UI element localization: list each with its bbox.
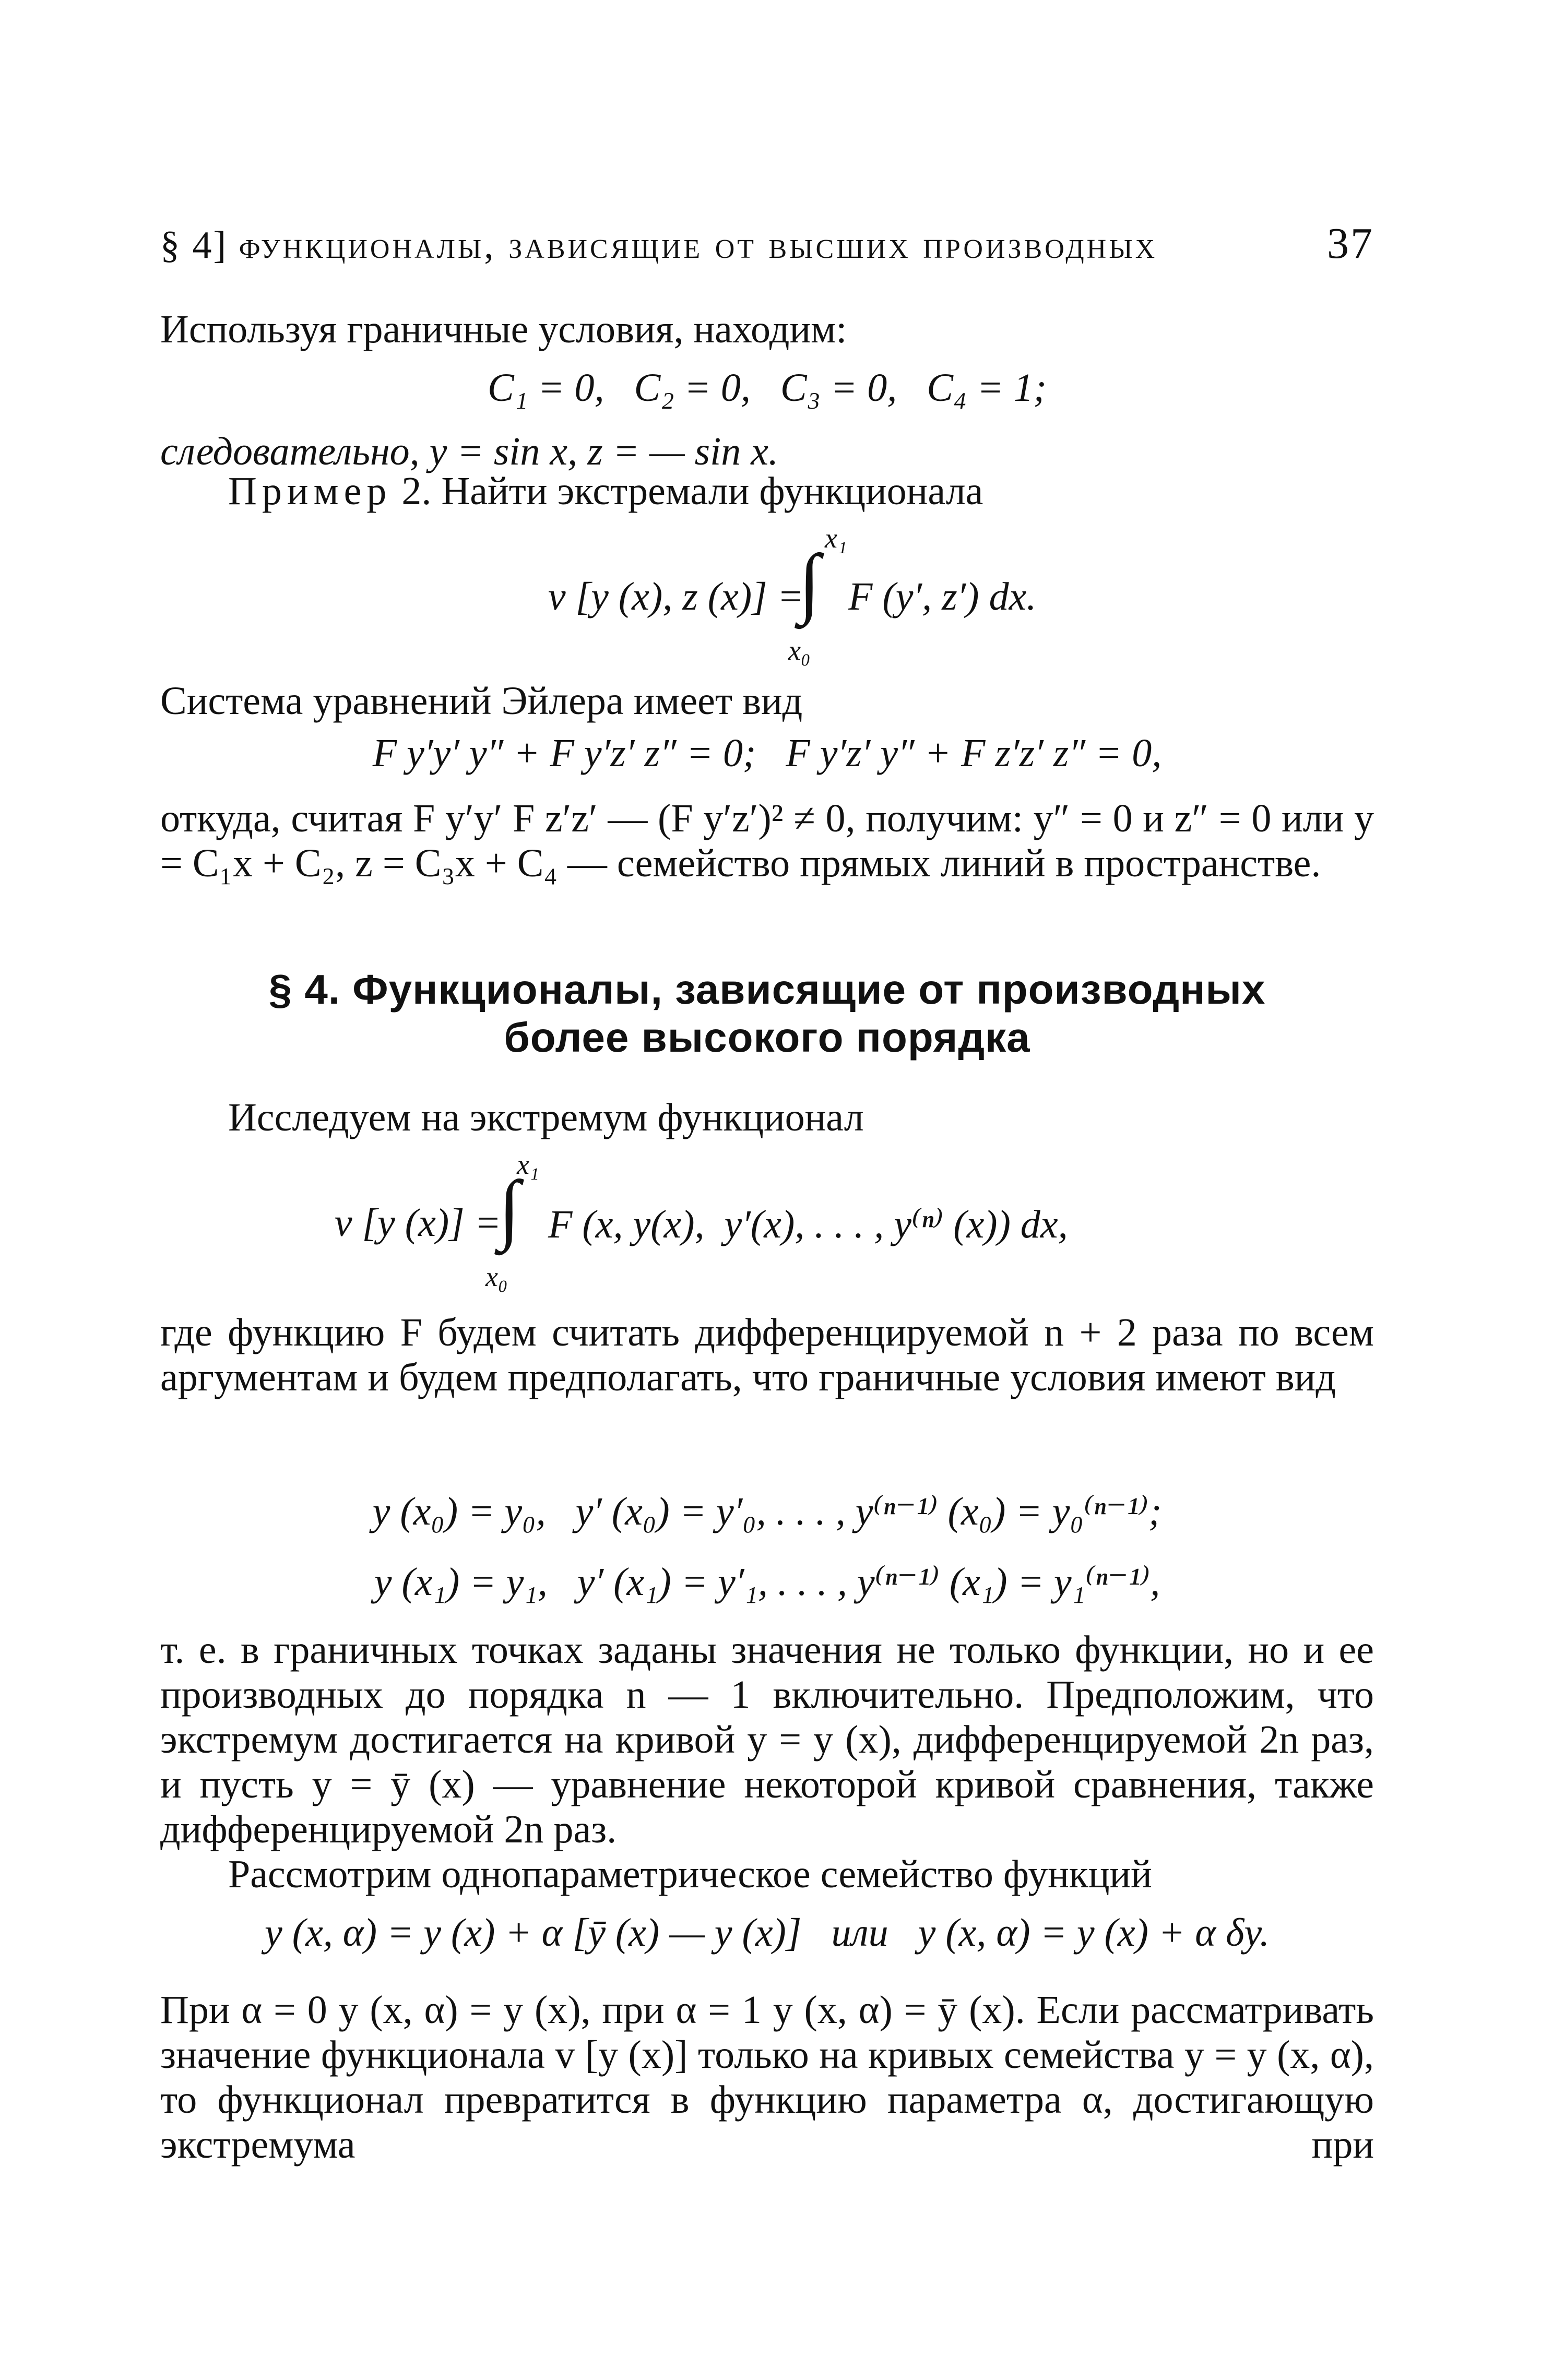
example-label: Пример [228, 469, 392, 513]
paragraph-consequently [160, 429, 1374, 474]
paragraph-family: Рассмотрим однопараметрическое семейство функций [228, 1852, 1152, 1896]
paragraph-boundary-conditions: Используя граничные условия, находим: [160, 307, 847, 351]
formula-functional-higher-left: v [y (x)] = [334, 1201, 501, 1245]
formula-constants: C₁ = 0, C₂ = 0, C₃ = 0, C₄ = 1; [488, 366, 1047, 410]
formula-functional-higher-right: F (x, y(x), y′(x), . . . , y⁽ⁿ⁾ (x)) dx, [548, 1203, 1068, 1246]
formula-family: y (x, α) = y (x) + α [ȳ (x) — y (x)] или y (x, α) = y (x) + α δy. [265, 1911, 1270, 1955]
integral-lower-limit: x₀ [788, 635, 811, 666]
paragraph-boundary-points: т. е. в граничных точках заданы значения не только функции, но и ее производных до порядка n — 1 включительно. Предположим, что экстремум достигается на кривой y = y (x), дифференцируемой 2n раз, и пусть y = ȳ (x) — уравнение некоторой кривой сравнения, также дифференцируемой 2n раз. [160, 1628, 1374, 1851]
integral-upper-limit: x₁ [825, 522, 847, 554]
integral-lower-limit-higher: x₀ [485, 1261, 508, 1292]
section-title-line1: § 4. Функционалы, зависящие от производных [268, 966, 1266, 1013]
solution-text: следовательно, y = sin x, z = — sin x. [160, 430, 778, 473]
example-text: 2. Найти экстремали функционала [392, 469, 983, 513]
paragraph-investigate: Исследуем на экстремум функционал [228, 1096, 864, 1139]
formula-functional-yz-left: v [y (x), z (x)] = [548, 575, 804, 618]
formula-euler-system: F y′y′ y″ + F y′z′ z″ = 0; F y′z′ y″ + F z′z′ z″ = 0, [372, 731, 1162, 775]
section-title-line2: более высокого порядка [504, 1014, 1030, 1061]
formula-boundary-x1: y (x₁) = y₁, y′ (x₁) = y′₁, . . . , y⁽ⁿ⁻¹⁾ (x₁) = y₁⁽ⁿ⁻¹⁾, [374, 1560, 1160, 1604]
integral-upper-limit-higher: x₁ [517, 1149, 539, 1180]
paragraph-alpha: При α = 0 y (x, α) = y (x), при α = 1 y (x, α) = ȳ (x). Если рассматривать значение функционала v [y (x)] только на кривых семейства y = y (x, α), то функционал превратится в функцию параметра α, достигающую экстремума при [160, 1988, 1374, 2167]
formula-boundary-x0: y (x₀) = y₀, y′ (x₀) = y′₀, . . . , y⁽ⁿ⁻¹⁾ (x₀) = y₀⁽ⁿ⁻¹⁾; [372, 1490, 1162, 1533]
paragraph-solution-lines: откуда, считая F y′y′ F z′z′ — (F y′z′)² ≠ 0, получим: y″ = 0 и z″ = 0 или y = C₁x + C₂, z = C₃x + C₄ — семейство прямых линий в пространстве. [160, 796, 1374, 885]
page-number: 37 [1327, 219, 1374, 268]
running-head-left [160, 223, 1157, 268]
running-head-title: функционалы, зависящие от высших производных [239, 224, 1158, 267]
integral-sign: ∫ [799, 539, 821, 625]
integral-sign-higher: ∫ [499, 1165, 520, 1252]
paragraph-euler-system: Система уравнений Эйлера имеет вид [160, 679, 803, 723]
running-head-section: § 4] [160, 224, 228, 267]
running-head [160, 218, 1374, 270]
formula-functional-yz-right: F (y′, z′) dx. [848, 575, 1037, 618]
paragraph-example-2 [160, 469, 1374, 514]
paragraph-differentiable: где функцию F будем считать дифференцируемой n + 2 раза по всем аргументам и будем предполагать, что граничные условия имеют вид [160, 1311, 1374, 1399]
